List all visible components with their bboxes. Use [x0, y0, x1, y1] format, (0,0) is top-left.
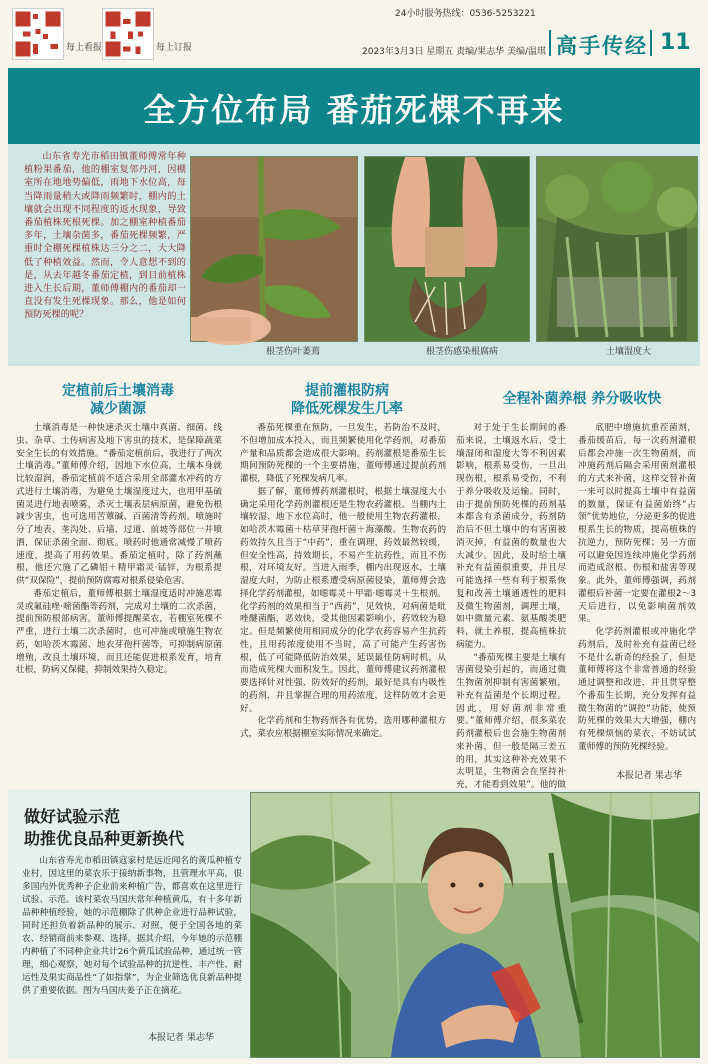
- article-column-2: [240, 422, 446, 787]
- feature-title-line: 做好试验示范: [24, 807, 121, 826]
- divider: [650, 30, 652, 56]
- qr-code-subscribe[interactable]: [102, 8, 154, 60]
- feature-title-line: 助推优良品种更新换代: [24, 829, 185, 848]
- paragraph: 底肥中增施抗重茬菌剂，番茄缓苗后，每一次药剂灌根后都会冲施一次生物菌剂，而冲施药剂后隔会采用菌剂灌根的方式来补菌，这样交替补菌一来可以时提高土壤中有益菌的数量，保证有益菌始终“占领”优势地位，分泌更多的促进根系生长的物质，提高植株的抗逆力，预防死棵；另一方面可以避免因连续冲施化学药剂而造成沤根、伤根和盐害等现象。此外，董师傅强调，药剂灌根后补菌一定要在灌根2～3天后进行，以免影响菌剂效果。: [578, 423, 696, 625]
- qr-right-label: 每上订报: [156, 43, 193, 53]
- page-number: 11: [660, 30, 691, 55]
- photo-caption: 土壤湿度大: [606, 347, 652, 357]
- qr-code-subscribe-read[interactable]: [12, 8, 64, 60]
- photo-root-rot[interactable]: [364, 156, 530, 342]
- paragraph: 化学药剂灌根或冲施化学药剂后，及时补充有益菌已经不是什么新奇的经验了，但是董师傅将这个非常普通的经验通过调整和改进，并且贯穿整个番茄生长期，充分发挥有益微生物菌的“调控”功能，使预防死棵的效果大大增强，棚内有死棵烦恼的菜农，不妨试试董师傅的预防死棵经验。: [578, 627, 696, 752]
- headline-banner: [8, 68, 700, 144]
- section-title-line: 全程补菌养根 养分吸收快: [502, 391, 662, 407]
- date-line: 2023年3月3日 星期五 责编/果志华 美编/温琪: [362, 47, 547, 57]
- feature-title: [24, 806, 244, 850]
- section-title-bacteria: [462, 390, 702, 408]
- photo-farmer-cucumbers[interactable]: [250, 792, 700, 1058]
- article-column-1: [16, 422, 222, 750]
- feature-byline: 本报记者 果志华: [148, 1033, 214, 1043]
- divider: [549, 30, 551, 56]
- photo-caption: 根茎伤叶萎蔫: [266, 347, 321, 357]
- photo-wilted-leaves[interactable]: [190, 156, 358, 342]
- paragraph: “番茄死棵主要是土壤有害菌侵染引起的，而通过微生物菌剂抑制有害菌繁殖，补充有益菌是个长期过程。因此，用好菌剂非常重要。”董师傅介绍，很多菜农药剂灌根后也会施生物菌剂来补菌，但一般是隔三差五的用，其实这种补充效果不太明显，生物菌会在坚持补充，才能看到效果”。他的做: [456, 652, 566, 790]
- paragraph: 化学药剂和生物药剂各有优势，选用哪种灌根方式，菜农应根据棚室实际情况来确定。: [240, 716, 446, 739]
- section-title-line: 降低死棵发生几率: [291, 401, 403, 417]
- section-title-root-irrigation: [242, 382, 452, 418]
- paragraph: 土壤消毒是一种快速杀灭土壤中真菌、细菌、线虫、杂草、土传病害及地下害虫的技术，是保障蔬菜安全生长的有效措施。“番茄定植前后，我进行了两次土壤消毒。”董师傅介绍，因地下水位高，土壤本身就比较湿润，番茄定植前不适合采用全部灌水冲药的方式进行土壤消毒，为避免土壤湿度过大，也用甲基硫菌灵进行地表喷雾，杀灭土壤表层病原菌，避免伤根减少害虫，也可选用苦蕈碱、百菌清等药剂。喷施时分了地表、垄沟处、后墙、过道、前坡等部位一并喷洒，保证杀菌全面、彻底。喷药时他通常减慢了喷药速度，提高了用药效果。番茄定植时，除了药剂蘸根，他还穴施了乙磷铝＋精甲霜灵·锰锌，为根系提供“双保险”，提前预防腐霉对根系侵染危害。: [16, 423, 222, 586]
- hotline: 24小时服务热线：0536-5253221: [395, 9, 536, 19]
- section-name: 高手传经: [556, 33, 648, 58]
- section-title-disinfection: [18, 382, 218, 418]
- qr-left-label: 每上看报: [66, 43, 103, 53]
- paragraph: 番茄死棵重在预防，一旦发生，若防治不及时，不但增加成本投入，而且频繁使用化学药剂，对番茄产量和品质都会造成很大影响。药剂灌根是番茄生长期间预防死棵的一个主要措施，董师傅通过提前药剂灌根，降低了死棵发病几率。: [240, 423, 446, 484]
- section-title-line: 定植前后土壤消毒: [62, 383, 174, 399]
- paragraph: 对于处于生长期间的番茄来说，土壤返水后，受土壤湿闭和湿度大等不利因素影响，根系易受伤，一旦出现伤根，根系易受伤，不利于养分吸收及运输。同时，由于提前预防死棵的药剂基本都含有杀菌成分，药剂防治后不但土壤中的有害菌被消灭掉，有益菌的数量也大大减少。因此，及时给土壤补充有益菌很重要，并且尽可能选择一些有利于根系恢复和改善土壤通透性的肥料及微生物菌剂，调理土壤，如中微量元素、氨基酸类肥料，就土养根，提高植株抗病能力。: [456, 423, 566, 650]
- paragraph: 据了解，董师傅药剂灌根时，根据土壤湿度大小确定采用化学药剂灌根还是生物农药灌根。当棚内土壤较湿、地下水位高时，他一般使用生物农药灌根，如哈茨木霉菌＋枯草芽孢杆菌＋海藻酸。生物农药的药效持久且当于“中药”，重在调理，药效最然较缓，但安全性高，持效期长，不易产生抗药性，而且不伤根，对环境友好。当进入雨季，棚内出现返水，土壤湿度大时，为防止根系遭受病原菌侵染，董师傅会选择化学药剂灌根，如噁霉灵＋甲霜·噁霉灵＋生根剂。化学药剂的效果相当于“西药”，见效快，对病菌是吡唑醚菌酯，恶效快，受其他因素影响小，药效较为稳定。但是频繁使用相同成分的化学农药容易产生抗药性，且用药浓度使用不当时，高了可能产生药害伤根，低了可能降低防治效果，延误最佳防病时机，从而造成死棵大面积发生。因此，董师傅建议药剂灌根要选择针对性强、防效好的药剂，最好是具有内吸性的药剂，并且掌握合理的用药浓度，这样防效才会更好。: [240, 486, 446, 714]
- article-column-4: [578, 422, 696, 766]
- section-title-line: 减少菌源: [90, 401, 146, 417]
- lead-paragraph: 山东省寿光市稻田镇董师傅常年种植粉果番茄，他的棚室复邻丹河，因棚室所在地地势偏低，雨地下水位高，每当降雨量稍大或降雨频繁时，棚内的土壤就会出现不同程度的返水现象，导致番茄植株死根死棵。加之棚室种植番茄多年，土壤杂菌多，番茄死棵频繁，严重时全棚死棵植株达三分之二，大大降低了种植效益。然而，令人意想不到的是，从去年越冬番茄定植，到目前植株进入生长后期，董师傅棚内的番茄却一直没有发生死棵现象。那么，他是如何预防死棵的呢？: [24, 151, 186, 321]
- paragraph: 番茄定植后，董师傅根据土壤湿度适时冲施恶霉灵或氟硅唑·嘧菌酯等药剂，完成对土壤的二次杀菌，提前预防根部病害。董师傅提醒菜农，若棚室死棵不严重，进行土壤二次杀菌时，也可冲施或喷施生物农药，如哈茨木霉菌、地衣芽孢杆菌等，可抑制病原菌增殖，改良土壤环境，而且还能促进根系发育，培育壮根，防病又保健，抑制效果持久稳定。: [16, 588, 222, 676]
- headline: 全方位布局 番茄死棵不再来: [143, 91, 565, 129]
- photo-wet-soil[interactable]: [536, 156, 698, 342]
- byline: 本报记者 果志华: [616, 771, 682, 781]
- feature-body: 山东省寿光市稻田镇寇家村是远近闻名的黄瓜种植专业村，因这里的菜农乐于接纳新事物，且管理水平高，很多国内外优秀种子企业前来种植广告，都喜欢在这里进行试验、示范。该村菜农马国庆常年种植黄瓜，有十多年新品种种植经验，她的示范棚除了供种企业进行品种试验，同时还担负着新品种的展示、对照，便于全国各地的菜农、经销商前来参观、选择。据其介绍，今年她的示范棚内种植了不同种企业共计26个黄瓜试验品种，通过统一管理，细心观察，她对每个试验品种的抗逆性、丰产性、耐运性及果实商品性“了如指掌”，为企业筛选优良新品种提供了重要依据。图为马国庆姜子正在摘花。: [22, 856, 242, 996]
- section-title-line: 提前灌根防病: [305, 383, 389, 399]
- article-column-3: [456, 422, 566, 790]
- photo-caption: 根茎伤感染根腐病: [426, 347, 499, 357]
